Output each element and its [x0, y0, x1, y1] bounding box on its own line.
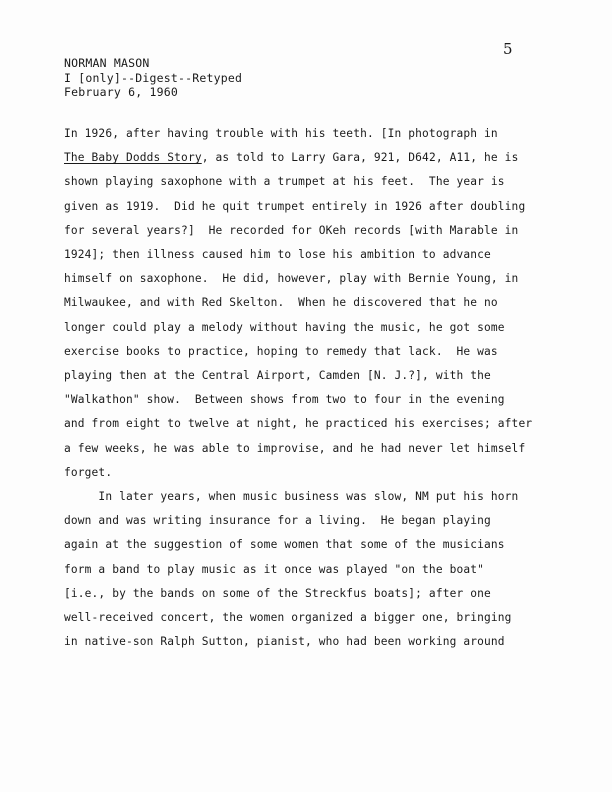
text-line: longer could play a melody without having the music, he got some: [64, 320, 505, 334]
document-header: [64, 56, 242, 100]
book-title: The Baby Dodds Story: [64, 151, 202, 165]
text-line: "Walkathon" show. Between shows from two to four in the evening: [64, 393, 505, 407]
text-line: forget.: [64, 465, 113, 479]
header-date: February 6, 1960: [64, 85, 178, 99]
text-line: given as 1919. Did he quit trumpet entirely in 1926 after doubling: [64, 199, 526, 213]
text-line: In later years, when music business was slow, NM put his horn: [64, 490, 519, 504]
text-line: well-received concert, the women organized a bigger one, bringing: [64, 611, 512, 625]
text-line: [64, 146, 564, 170]
text-line: down and was writing insurance for a living. He began playing: [64, 514, 491, 528]
text-line: again at the suggestion of some women that some of the musicians: [64, 538, 505, 552]
text-line: himself on saxophone. He did, however, play with Bernie Young, in: [64, 272, 519, 286]
text-line: Milwaukee, and with Red Skelton. When he discovered that he no: [64, 296, 498, 310]
text-line: In 1926, after having trouble with his teeth. [In photograph in: [64, 127, 498, 140]
header-subtitle: I [only]--Digest--Retyped: [64, 70, 243, 85]
text-line: shown playing saxophone with a trumpet at his feet. The year is: [64, 175, 505, 189]
text-line: and from eight to twelve at night, he practiced his exercises; after: [64, 417, 533, 431]
text-line: in native-son Ralph Sutton, pianist, who had been working around: [64, 635, 505, 649]
paragraph-2: [64, 485, 564, 654]
body-text: [64, 122, 564, 654]
text-line: a few weeks, he was able to improvise, and he had never let himself: [64, 441, 526, 455]
paragraph-1: [64, 122, 564, 485]
text-line: [i.e., by the bands on some of the Streckfus boats]; after one: [64, 586, 491, 600]
text-line: exercise books to practice, hoping to remedy that lack. He was: [64, 344, 498, 358]
page-number: 5: [503, 40, 513, 58]
text-line-rest: , as told to Larry Gara, 921, D642, A11, he is: [201, 151, 519, 165]
text-line: for several years?] He recorded for OKeh records [with Marable in: [64, 223, 519, 237]
text-line: 1924]; then illness caused him to lose his ambition to advance: [64, 248, 491, 262]
header-name: NORMAN MASON: [64, 56, 150, 70]
text-line: playing then at the Central Airport, Camden [N. J.?], with the: [64, 369, 491, 383]
text-line: form a band to play music as it once was played "on the boat": [64, 562, 485, 576]
